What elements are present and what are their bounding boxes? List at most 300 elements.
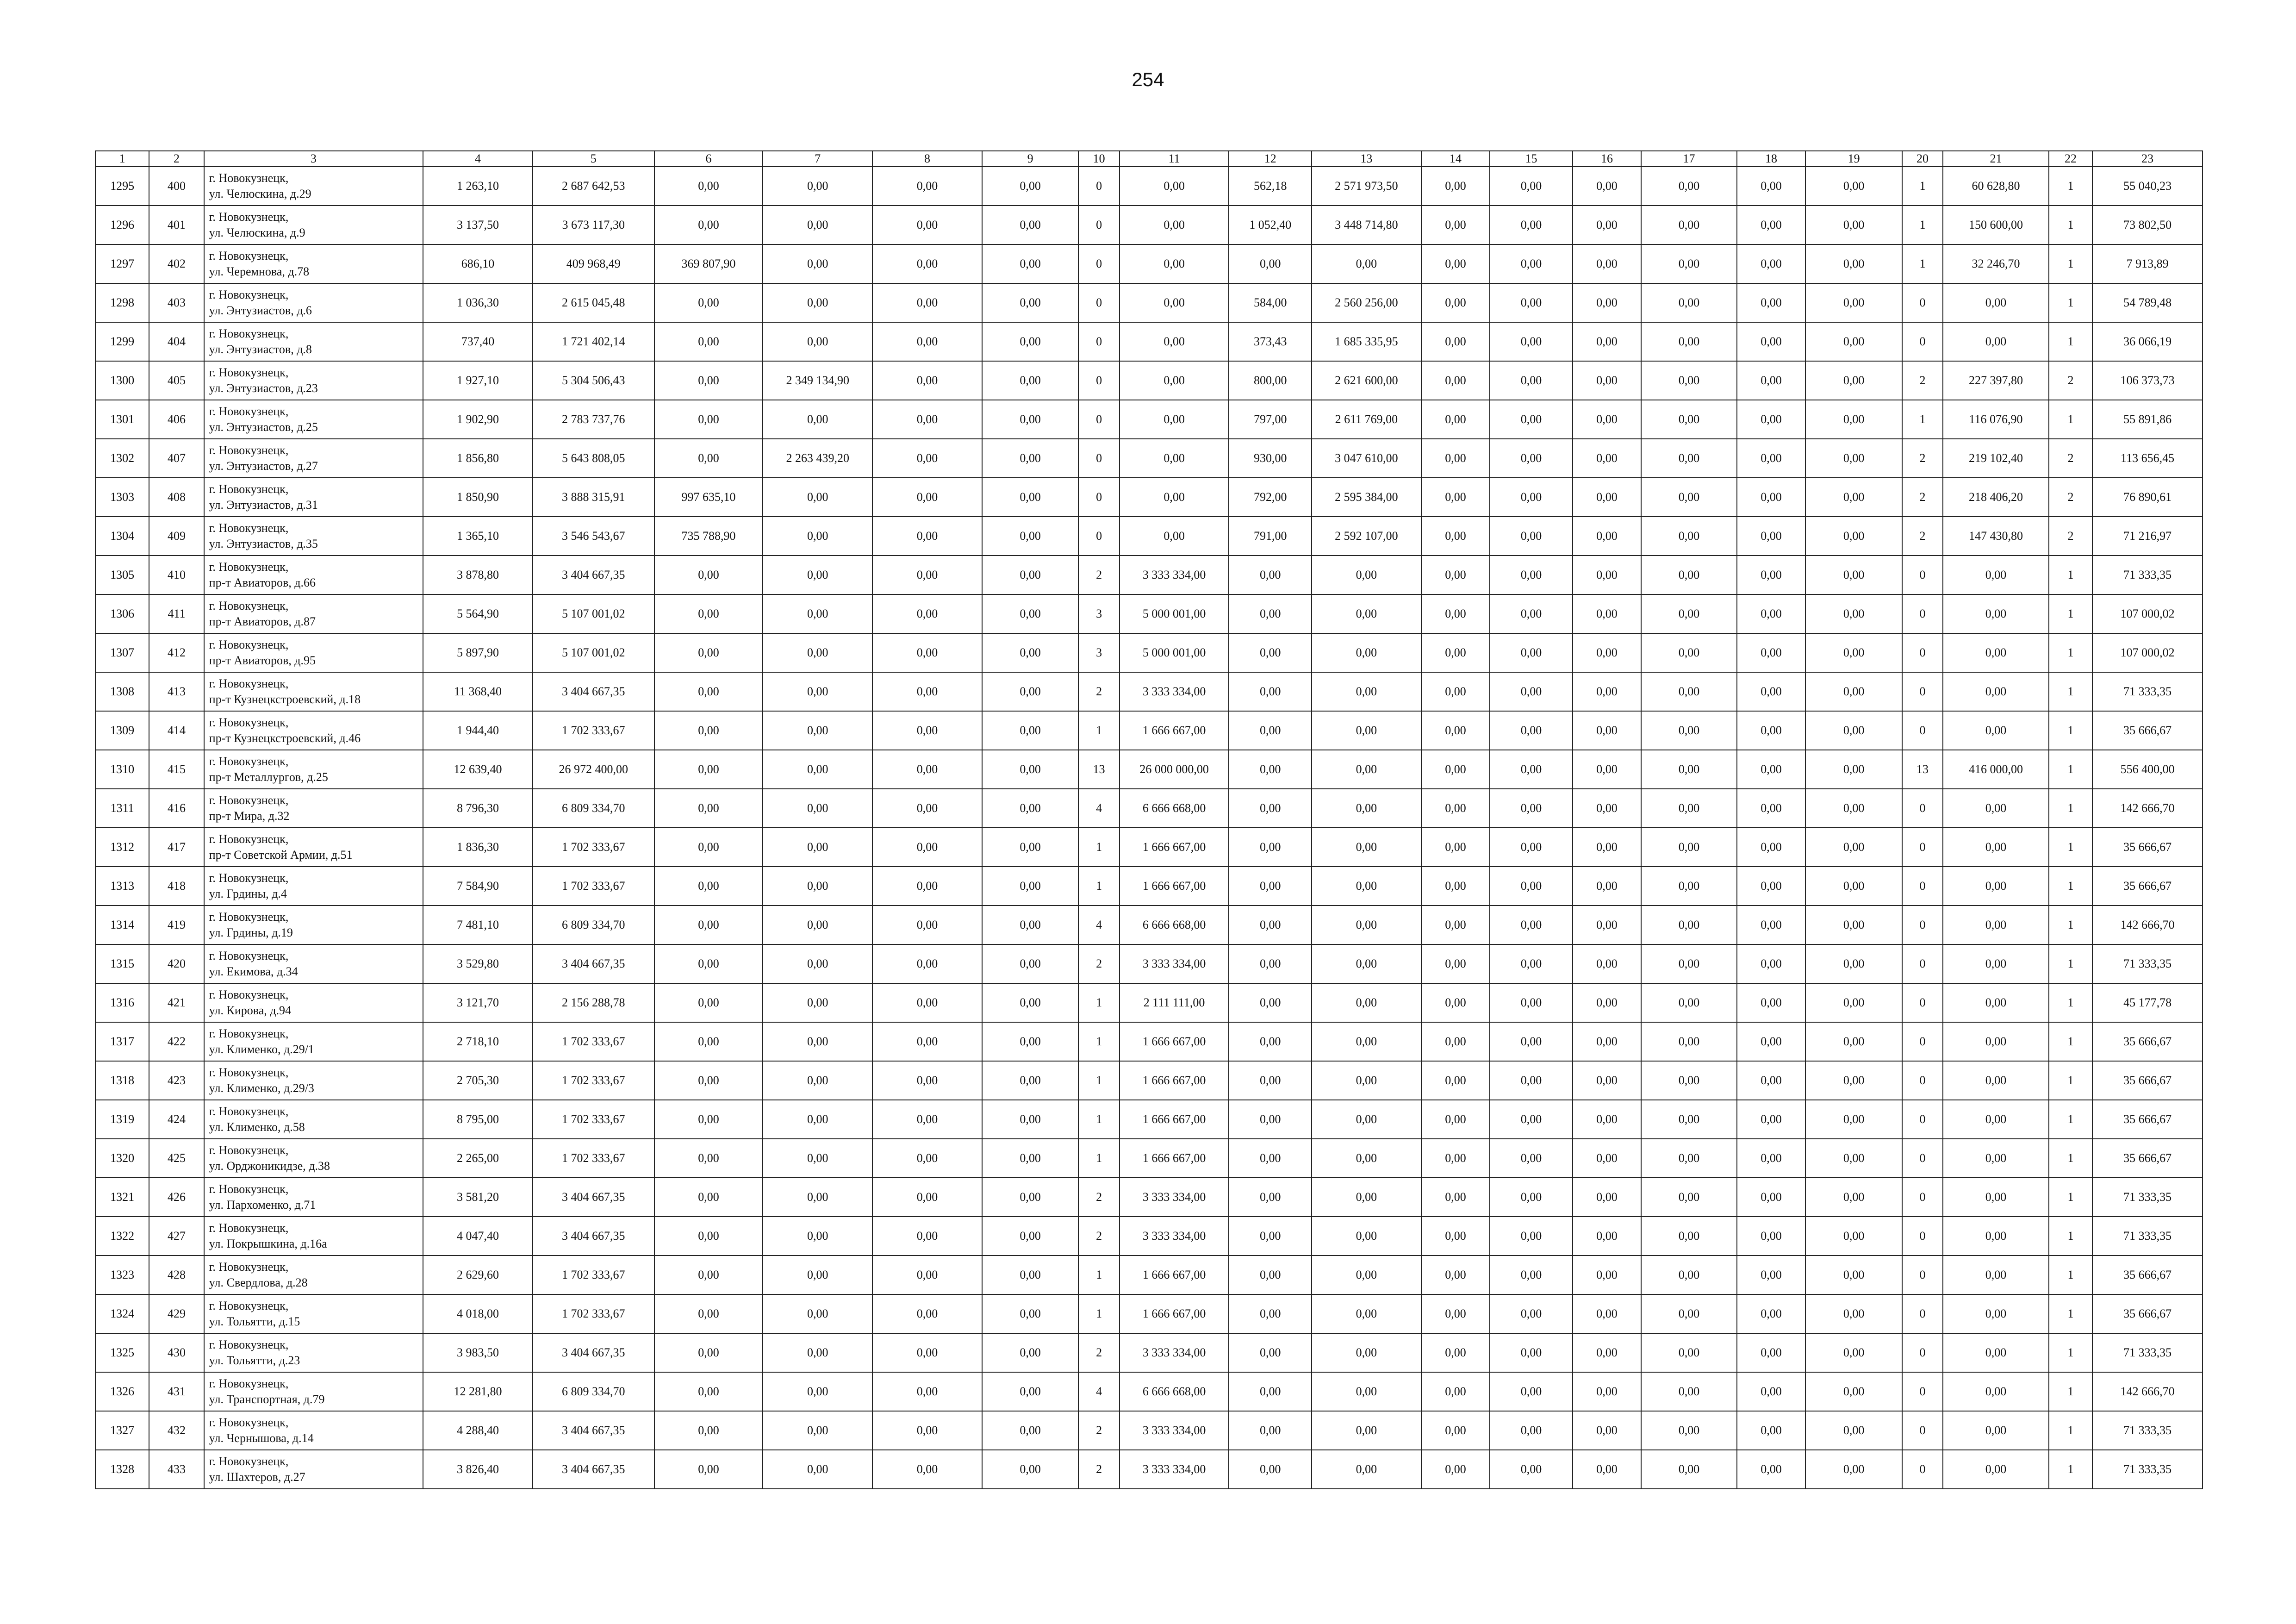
column-number: 13 bbox=[1312, 151, 1421, 167]
value-cell: 0,00 bbox=[1805, 1100, 1902, 1139]
value-cell: 0 bbox=[1078, 322, 1119, 361]
value-cell: 1 052,40 bbox=[1229, 206, 1312, 244]
value-cell: 12 639,40 bbox=[423, 750, 533, 789]
address-city: г. Новокузнецк, bbox=[209, 793, 289, 807]
capital-repair-table bbox=[95, 150, 2203, 1489]
value-cell: 2 bbox=[1078, 1178, 1119, 1217]
value-cell: 0,00 bbox=[654, 556, 763, 594]
value-cell: 0,00 bbox=[1312, 1217, 1421, 1255]
value-cell: 0,00 bbox=[1805, 1139, 1902, 1178]
value-cell: 0,00 bbox=[1737, 983, 1805, 1022]
value-cell: 0,00 bbox=[1805, 1178, 1902, 1217]
value-cell: 0,00 bbox=[872, 750, 982, 789]
value-cell: 4 288,40 bbox=[423, 1411, 533, 1450]
value-cell: 0,00 bbox=[982, 983, 1079, 1022]
value-cell: 1 721 402,14 bbox=[533, 322, 654, 361]
value-cell: 0,00 bbox=[982, 322, 1079, 361]
value-cell: 3 047 610,00 bbox=[1312, 439, 1421, 478]
value-cell: 0,00 bbox=[1490, 594, 1573, 633]
value-cell: 0,00 bbox=[763, 322, 872, 361]
address-city: г. Новокузнецк, bbox=[209, 988, 289, 1001]
value-cell: 0,00 bbox=[1805, 633, 1902, 672]
value-cell: 26 000 000,00 bbox=[1120, 750, 1229, 789]
value-cell: 0,00 bbox=[1943, 1411, 2049, 1450]
object-number: 428 bbox=[149, 1255, 204, 1294]
row-number: 1321 bbox=[95, 1178, 149, 1217]
value-cell: 0,00 bbox=[1229, 1450, 1312, 1489]
value-cell: 6 666 668,00 bbox=[1120, 1372, 1229, 1411]
value-cell: 0,00 bbox=[1421, 711, 1490, 750]
row-number: 1318 bbox=[95, 1061, 149, 1100]
value-cell: 0,00 bbox=[763, 1139, 872, 1178]
value-cell: 0,00 bbox=[982, 867, 1079, 906]
value-cell: 4 047,40 bbox=[423, 1217, 533, 1255]
object-number: 401 bbox=[149, 206, 204, 244]
value-cell: 5 304 506,43 bbox=[533, 361, 654, 400]
address-city: г. Новокузнецк, bbox=[209, 716, 289, 729]
value-cell: 3 404 667,35 bbox=[533, 1178, 654, 1217]
value-cell: 0,00 bbox=[1573, 244, 1641, 283]
value-cell: 0,00 bbox=[1490, 400, 1573, 439]
row-number: 1311 bbox=[95, 789, 149, 828]
row-number: 1303 bbox=[95, 478, 149, 517]
value-cell: 0,00 bbox=[872, 1450, 982, 1489]
value-cell: 2 705,30 bbox=[423, 1061, 533, 1100]
value-cell: 0,00 bbox=[1229, 1294, 1312, 1333]
value-cell: 0,00 bbox=[1573, 1022, 1641, 1061]
value-cell: 0,00 bbox=[1490, 633, 1573, 672]
value-cell: 0,00 bbox=[872, 1178, 982, 1217]
value-cell: 0,00 bbox=[1573, 517, 1641, 556]
value-cell: 2 783 737,76 bbox=[533, 400, 654, 439]
value-cell: 1 263,10 bbox=[423, 167, 533, 206]
value-cell: 0,00 bbox=[1312, 1139, 1421, 1178]
value-cell: 0,00 bbox=[1641, 1061, 1737, 1100]
value-cell: 4 bbox=[1078, 789, 1119, 828]
value-cell: 1 bbox=[1902, 167, 1943, 206]
value-cell: 1 bbox=[2049, 944, 2092, 983]
value-cell: 0,00 bbox=[982, 1372, 1079, 1411]
table-row bbox=[95, 633, 2203, 672]
value-cell: 1 bbox=[1078, 1061, 1119, 1100]
address-cell bbox=[204, 1139, 423, 1178]
address-street: ул. Кирова, д.94 bbox=[209, 1004, 291, 1017]
value-cell: 2 bbox=[1902, 361, 1943, 400]
value-cell: 0,00 bbox=[1490, 556, 1573, 594]
value-cell: 0,00 bbox=[763, 789, 872, 828]
value-cell: 0 bbox=[1902, 1411, 1943, 1450]
value-cell: 0,00 bbox=[1805, 906, 1902, 944]
value-cell: 0,00 bbox=[654, 633, 763, 672]
value-cell: 0,00 bbox=[1641, 478, 1737, 517]
value-cell: 4 bbox=[1078, 906, 1119, 944]
value-cell: 0,00 bbox=[1737, 1255, 1805, 1294]
page-number: 254 bbox=[1132, 69, 1164, 90]
value-cell: 0,00 bbox=[1737, 906, 1805, 944]
value-cell: 55 891,86 bbox=[2092, 400, 2203, 439]
value-cell: 0,00 bbox=[654, 1255, 763, 1294]
table-row bbox=[95, 206, 2203, 244]
value-cell: 0,00 bbox=[1421, 283, 1490, 322]
value-cell: 0,00 bbox=[654, 322, 763, 361]
row-number: 1295 bbox=[95, 167, 149, 206]
value-cell: 0,00 bbox=[763, 867, 872, 906]
value-cell: 0 bbox=[1902, 828, 1943, 867]
value-cell: 0,00 bbox=[654, 711, 763, 750]
value-cell: 1 666 667,00 bbox=[1120, 1255, 1229, 1294]
value-cell: 0,00 bbox=[1229, 1061, 1312, 1100]
value-cell: 5 000 001,00 bbox=[1120, 594, 1229, 633]
address-city: г. Новокузнецк, bbox=[209, 1105, 289, 1118]
value-cell: 1 702 333,67 bbox=[533, 1255, 654, 1294]
value-cell: 71 333,35 bbox=[2092, 1333, 2203, 1372]
value-cell: 3 333 334,00 bbox=[1120, 672, 1229, 711]
value-cell: 3 333 334,00 bbox=[1120, 556, 1229, 594]
value-cell: 0,00 bbox=[1943, 1100, 2049, 1139]
row-number: 1312 bbox=[95, 828, 149, 867]
address-city: г. Новокузнецк, bbox=[209, 1221, 289, 1235]
value-cell: 0,00 bbox=[982, 1450, 1079, 1489]
value-cell: 0,00 bbox=[1573, 322, 1641, 361]
value-cell: 1 bbox=[2049, 1411, 2092, 1450]
value-cell: 0,00 bbox=[1421, 594, 1490, 633]
value-cell: 1 bbox=[2049, 206, 2092, 244]
value-cell: 0 bbox=[1078, 400, 1119, 439]
value-cell: 0,00 bbox=[654, 1100, 763, 1139]
value-cell: 0,00 bbox=[1641, 322, 1737, 361]
object-number: 411 bbox=[149, 594, 204, 633]
value-cell: 0,00 bbox=[763, 672, 872, 711]
address-street: ул. Грдины, д.4 bbox=[209, 887, 287, 900]
value-cell: 12 281,80 bbox=[423, 1372, 533, 1411]
value-cell: 0,00 bbox=[1737, 867, 1805, 906]
table-body bbox=[95, 151, 2203, 1489]
object-number: 409 bbox=[149, 517, 204, 556]
value-cell: 0,00 bbox=[1737, 283, 1805, 322]
value-cell: 0,00 bbox=[1573, 1411, 1641, 1450]
value-cell: 0,00 bbox=[1490, 244, 1573, 283]
value-cell: 0,00 bbox=[1229, 828, 1312, 867]
value-cell: 0,00 bbox=[1490, 206, 1573, 244]
address-cell bbox=[204, 1100, 423, 1139]
object-number: 403 bbox=[149, 283, 204, 322]
value-cell: 1 bbox=[1902, 400, 1943, 439]
value-cell: 0,00 bbox=[1641, 750, 1737, 789]
value-cell: 1 bbox=[2049, 1061, 2092, 1100]
object-number: 410 bbox=[149, 556, 204, 594]
value-cell: 0,00 bbox=[1312, 1061, 1421, 1100]
value-cell: 1 bbox=[2049, 672, 2092, 711]
value-cell: 0 bbox=[1902, 1333, 1943, 1372]
value-cell: 0,00 bbox=[1573, 672, 1641, 711]
row-number: 1304 bbox=[95, 517, 149, 556]
value-cell: 0,00 bbox=[1943, 867, 2049, 906]
value-cell: 0,00 bbox=[1229, 1372, 1312, 1411]
value-cell: 0,00 bbox=[763, 1333, 872, 1372]
value-cell: 1 666 667,00 bbox=[1120, 1294, 1229, 1333]
object-number: 415 bbox=[149, 750, 204, 789]
value-cell: 0,00 bbox=[1229, 1255, 1312, 1294]
column-number: 14 bbox=[1421, 151, 1490, 167]
value-cell: 2 bbox=[2049, 361, 2092, 400]
address-cell bbox=[204, 711, 423, 750]
value-cell: 1 bbox=[2049, 750, 2092, 789]
value-cell: 0,00 bbox=[1805, 750, 1902, 789]
value-cell: 0,00 bbox=[1490, 361, 1573, 400]
value-cell: 55 040,23 bbox=[2092, 167, 2203, 206]
value-cell: 0,00 bbox=[872, 789, 982, 828]
value-cell: 1 bbox=[2049, 1294, 2092, 1333]
value-cell: 0,00 bbox=[1421, 867, 1490, 906]
value-cell: 0,00 bbox=[1573, 167, 1641, 206]
value-cell: 0,00 bbox=[1421, 906, 1490, 944]
value-cell: 5 107 001,02 bbox=[533, 594, 654, 633]
value-cell: 0,00 bbox=[982, 1294, 1079, 1333]
address-street: ул. Клименко, д.29/1 bbox=[209, 1043, 314, 1056]
address-street: пр-т Авиаторов, д.66 bbox=[209, 576, 316, 589]
address-city: г. Новокузнецк, bbox=[209, 871, 289, 885]
value-cell: 0,00 bbox=[763, 906, 872, 944]
object-number: 426 bbox=[149, 1178, 204, 1217]
address-cell bbox=[204, 594, 423, 633]
table-row bbox=[95, 1217, 2203, 1255]
row-number: 1297 bbox=[95, 244, 149, 283]
value-cell: 7 481,10 bbox=[423, 906, 533, 944]
value-cell: 0,00 bbox=[872, 1139, 982, 1178]
value-cell: 0 bbox=[1078, 206, 1119, 244]
value-cell: 0,00 bbox=[1421, 167, 1490, 206]
value-cell: 0,00 bbox=[872, 1372, 982, 1411]
value-cell: 0,00 bbox=[1943, 1333, 2049, 1372]
value-cell: 2 595 384,00 bbox=[1312, 478, 1421, 517]
value-cell: 737,40 bbox=[423, 322, 533, 361]
value-cell: 0 bbox=[1902, 1022, 1943, 1061]
object-number: 418 bbox=[149, 867, 204, 906]
value-cell: 0,00 bbox=[763, 1411, 872, 1450]
value-cell: 0,00 bbox=[1805, 594, 1902, 633]
value-cell: 0 bbox=[1902, 556, 1943, 594]
value-cell: 0,00 bbox=[1641, 517, 1737, 556]
address-cell bbox=[204, 283, 423, 322]
value-cell: 0,00 bbox=[872, 828, 982, 867]
value-cell: 0 bbox=[1902, 633, 1943, 672]
row-number: 1300 bbox=[95, 361, 149, 400]
object-number: 423 bbox=[149, 1061, 204, 1100]
row-number: 1301 bbox=[95, 400, 149, 439]
value-cell: 1 666 667,00 bbox=[1120, 711, 1229, 750]
value-cell: 0,00 bbox=[982, 439, 1079, 478]
value-cell: 1 bbox=[1902, 244, 1943, 283]
address-street: ул. Энтузиастов, д.35 bbox=[209, 537, 318, 550]
address-street: ул. Шахтеров, д.27 bbox=[209, 1470, 305, 1484]
value-cell: 0,00 bbox=[1421, 633, 1490, 672]
value-cell: 0,00 bbox=[1120, 244, 1229, 283]
value-cell: 0,00 bbox=[1573, 828, 1641, 867]
value-cell: 0,00 bbox=[1229, 244, 1312, 283]
value-cell: 0 bbox=[1902, 1217, 1943, 1255]
value-cell: 0,00 bbox=[1421, 1022, 1490, 1061]
value-cell: 792,00 bbox=[1229, 478, 1312, 517]
value-cell: 0,00 bbox=[1805, 944, 1902, 983]
value-cell: 0,00 bbox=[1573, 1178, 1641, 1217]
value-cell: 1 bbox=[2049, 400, 2092, 439]
address-cell bbox=[204, 828, 423, 867]
value-cell: 0,00 bbox=[1641, 944, 1737, 983]
value-cell: 0,00 bbox=[1229, 672, 1312, 711]
table-row bbox=[95, 1139, 2203, 1178]
value-cell: 0,00 bbox=[982, 1139, 1079, 1178]
value-cell: 71 333,35 bbox=[2092, 1178, 2203, 1217]
value-cell: 3 673 117,30 bbox=[533, 206, 654, 244]
value-cell: 3 404 667,35 bbox=[533, 944, 654, 983]
table-row bbox=[95, 789, 2203, 828]
value-cell: 0,00 bbox=[763, 283, 872, 322]
value-cell: 0,00 bbox=[1490, 1217, 1573, 1255]
value-cell: 1 702 333,67 bbox=[533, 1022, 654, 1061]
column-number: 19 bbox=[1805, 151, 1902, 167]
value-cell: 0,00 bbox=[763, 1100, 872, 1139]
address-city: г. Новокузнецк, bbox=[209, 1299, 289, 1312]
value-cell: 735 788,90 bbox=[654, 517, 763, 556]
value-cell: 0,00 bbox=[982, 1178, 1079, 1217]
table-row bbox=[95, 1100, 2203, 1139]
value-cell: 0,00 bbox=[1490, 1333, 1573, 1372]
row-number: 1307 bbox=[95, 633, 149, 672]
value-cell: 0,00 bbox=[1641, 1294, 1737, 1333]
value-cell: 0,00 bbox=[654, 1178, 763, 1217]
value-cell: 0,00 bbox=[1421, 478, 1490, 517]
table-row bbox=[95, 1450, 2203, 1489]
value-cell: 7 913,89 bbox=[2092, 244, 2203, 283]
value-cell: 0,00 bbox=[1641, 983, 1737, 1022]
value-cell: 0,00 bbox=[1312, 1411, 1421, 1450]
value-cell: 0,00 bbox=[763, 1217, 872, 1255]
address-street: ул. Энтузиастов, д.25 bbox=[209, 420, 318, 434]
value-cell: 0,00 bbox=[1943, 906, 2049, 944]
value-cell: 0,00 bbox=[1421, 556, 1490, 594]
value-cell: 0,00 bbox=[1737, 711, 1805, 750]
value-cell: 218 406,20 bbox=[1943, 478, 2049, 517]
value-cell: 0 bbox=[1902, 1100, 1943, 1139]
value-cell: 6 809 334,70 bbox=[533, 906, 654, 944]
value-cell: 116 076,90 bbox=[1943, 400, 2049, 439]
value-cell: 0,00 bbox=[1421, 1372, 1490, 1411]
value-cell: 0,00 bbox=[1805, 789, 1902, 828]
value-cell: 0,00 bbox=[654, 400, 763, 439]
value-cell: 3 581,20 bbox=[423, 1178, 533, 1217]
value-cell: 0,00 bbox=[763, 1294, 872, 1333]
value-cell: 997 635,10 bbox=[654, 478, 763, 517]
value-cell: 3 529,80 bbox=[423, 944, 533, 983]
address-city: г. Новокузнецк, bbox=[209, 1338, 289, 1351]
value-cell: 0,00 bbox=[1805, 1372, 1902, 1411]
value-cell: 0 bbox=[1902, 1255, 1943, 1294]
object-number: 406 bbox=[149, 400, 204, 439]
value-cell: 3 404 667,35 bbox=[533, 672, 654, 711]
address-city: г. Новокузнецк, bbox=[209, 677, 289, 690]
value-cell: 0,00 bbox=[1312, 633, 1421, 672]
value-cell: 0,00 bbox=[1421, 1294, 1490, 1333]
address-street: пр-т Авиаторов, д.87 bbox=[209, 615, 316, 628]
value-cell: 1 bbox=[2049, 789, 2092, 828]
table-row bbox=[95, 439, 2203, 478]
value-cell: 60 628,80 bbox=[1943, 167, 2049, 206]
value-cell: 35 666,67 bbox=[2092, 1022, 2203, 1061]
value-cell: 0,00 bbox=[654, 1022, 763, 1061]
value-cell: 0 bbox=[1902, 983, 1943, 1022]
value-cell: 0,00 bbox=[1421, 828, 1490, 867]
value-cell: 3 404 667,35 bbox=[533, 1450, 654, 1489]
address-city: г. Новокузнецк, bbox=[209, 171, 289, 185]
value-cell: 0,00 bbox=[872, 944, 982, 983]
value-cell: 1 bbox=[2049, 828, 2092, 867]
value-cell: 0,00 bbox=[1573, 400, 1641, 439]
value-cell: 0 bbox=[1902, 322, 1943, 361]
value-cell: 0,00 bbox=[1805, 283, 1902, 322]
value-cell: 0,00 bbox=[1490, 1450, 1573, 1489]
value-cell: 35 666,67 bbox=[2092, 867, 2203, 906]
value-cell: 2 bbox=[2049, 517, 2092, 556]
value-cell: 0,00 bbox=[872, 711, 982, 750]
value-cell: 0,00 bbox=[1573, 1217, 1641, 1255]
value-cell: 0,00 bbox=[872, 633, 982, 672]
row-number: 1328 bbox=[95, 1450, 149, 1489]
value-cell: 0,00 bbox=[1641, 633, 1737, 672]
address-city: г. Новокузнецк, bbox=[209, 288, 289, 301]
address-street: ул. Транспортная, д.79 bbox=[209, 1393, 325, 1406]
value-cell: 0,00 bbox=[982, 828, 1079, 867]
value-cell: 0,00 bbox=[872, 517, 982, 556]
object-number: 430 bbox=[149, 1333, 204, 1372]
object-number: 417 bbox=[149, 828, 204, 867]
value-cell: 3 983,50 bbox=[423, 1333, 533, 1372]
value-cell: 2 bbox=[1078, 1333, 1119, 1372]
value-cell: 0,00 bbox=[1573, 283, 1641, 322]
value-cell: 0,00 bbox=[1312, 556, 1421, 594]
value-cell: 0,00 bbox=[1573, 711, 1641, 750]
column-number: 2 bbox=[149, 151, 204, 167]
value-cell: 0,00 bbox=[1229, 1217, 1312, 1255]
row-number: 1315 bbox=[95, 944, 149, 983]
value-cell: 686,10 bbox=[423, 244, 533, 283]
value-cell: 0,00 bbox=[1641, 167, 1737, 206]
value-cell: 1 bbox=[2049, 1217, 2092, 1255]
value-cell: 0,00 bbox=[1490, 750, 1573, 789]
value-cell: 0 bbox=[1078, 283, 1119, 322]
value-cell: 0,00 bbox=[1421, 789, 1490, 828]
value-cell: 3 333 334,00 bbox=[1120, 944, 1229, 983]
column-number: 21 bbox=[1943, 151, 2049, 167]
value-cell: 0,00 bbox=[1421, 983, 1490, 1022]
value-cell: 0,00 bbox=[1737, 1411, 1805, 1450]
address-city: г. Новокузнецк, bbox=[209, 1143, 289, 1157]
value-cell: 562,18 bbox=[1229, 167, 1312, 206]
value-cell: 1 036,30 bbox=[423, 283, 533, 322]
value-cell: 0 bbox=[1902, 1139, 1943, 1178]
value-cell: 0,00 bbox=[1943, 789, 2049, 828]
value-cell: 0,00 bbox=[1943, 1217, 2049, 1255]
value-cell: 0,00 bbox=[982, 1333, 1079, 1372]
table-row bbox=[95, 1333, 2203, 1372]
column-number: 15 bbox=[1490, 151, 1573, 167]
value-cell: 0,00 bbox=[1573, 206, 1641, 244]
value-cell: 0,00 bbox=[763, 1061, 872, 1100]
value-cell: 0,00 bbox=[1943, 1061, 2049, 1100]
value-cell: 0,00 bbox=[1490, 1100, 1573, 1139]
value-cell: 71 333,35 bbox=[2092, 1450, 2203, 1489]
value-cell: 0,00 bbox=[1641, 828, 1737, 867]
value-cell: 0,00 bbox=[1312, 1022, 1421, 1061]
